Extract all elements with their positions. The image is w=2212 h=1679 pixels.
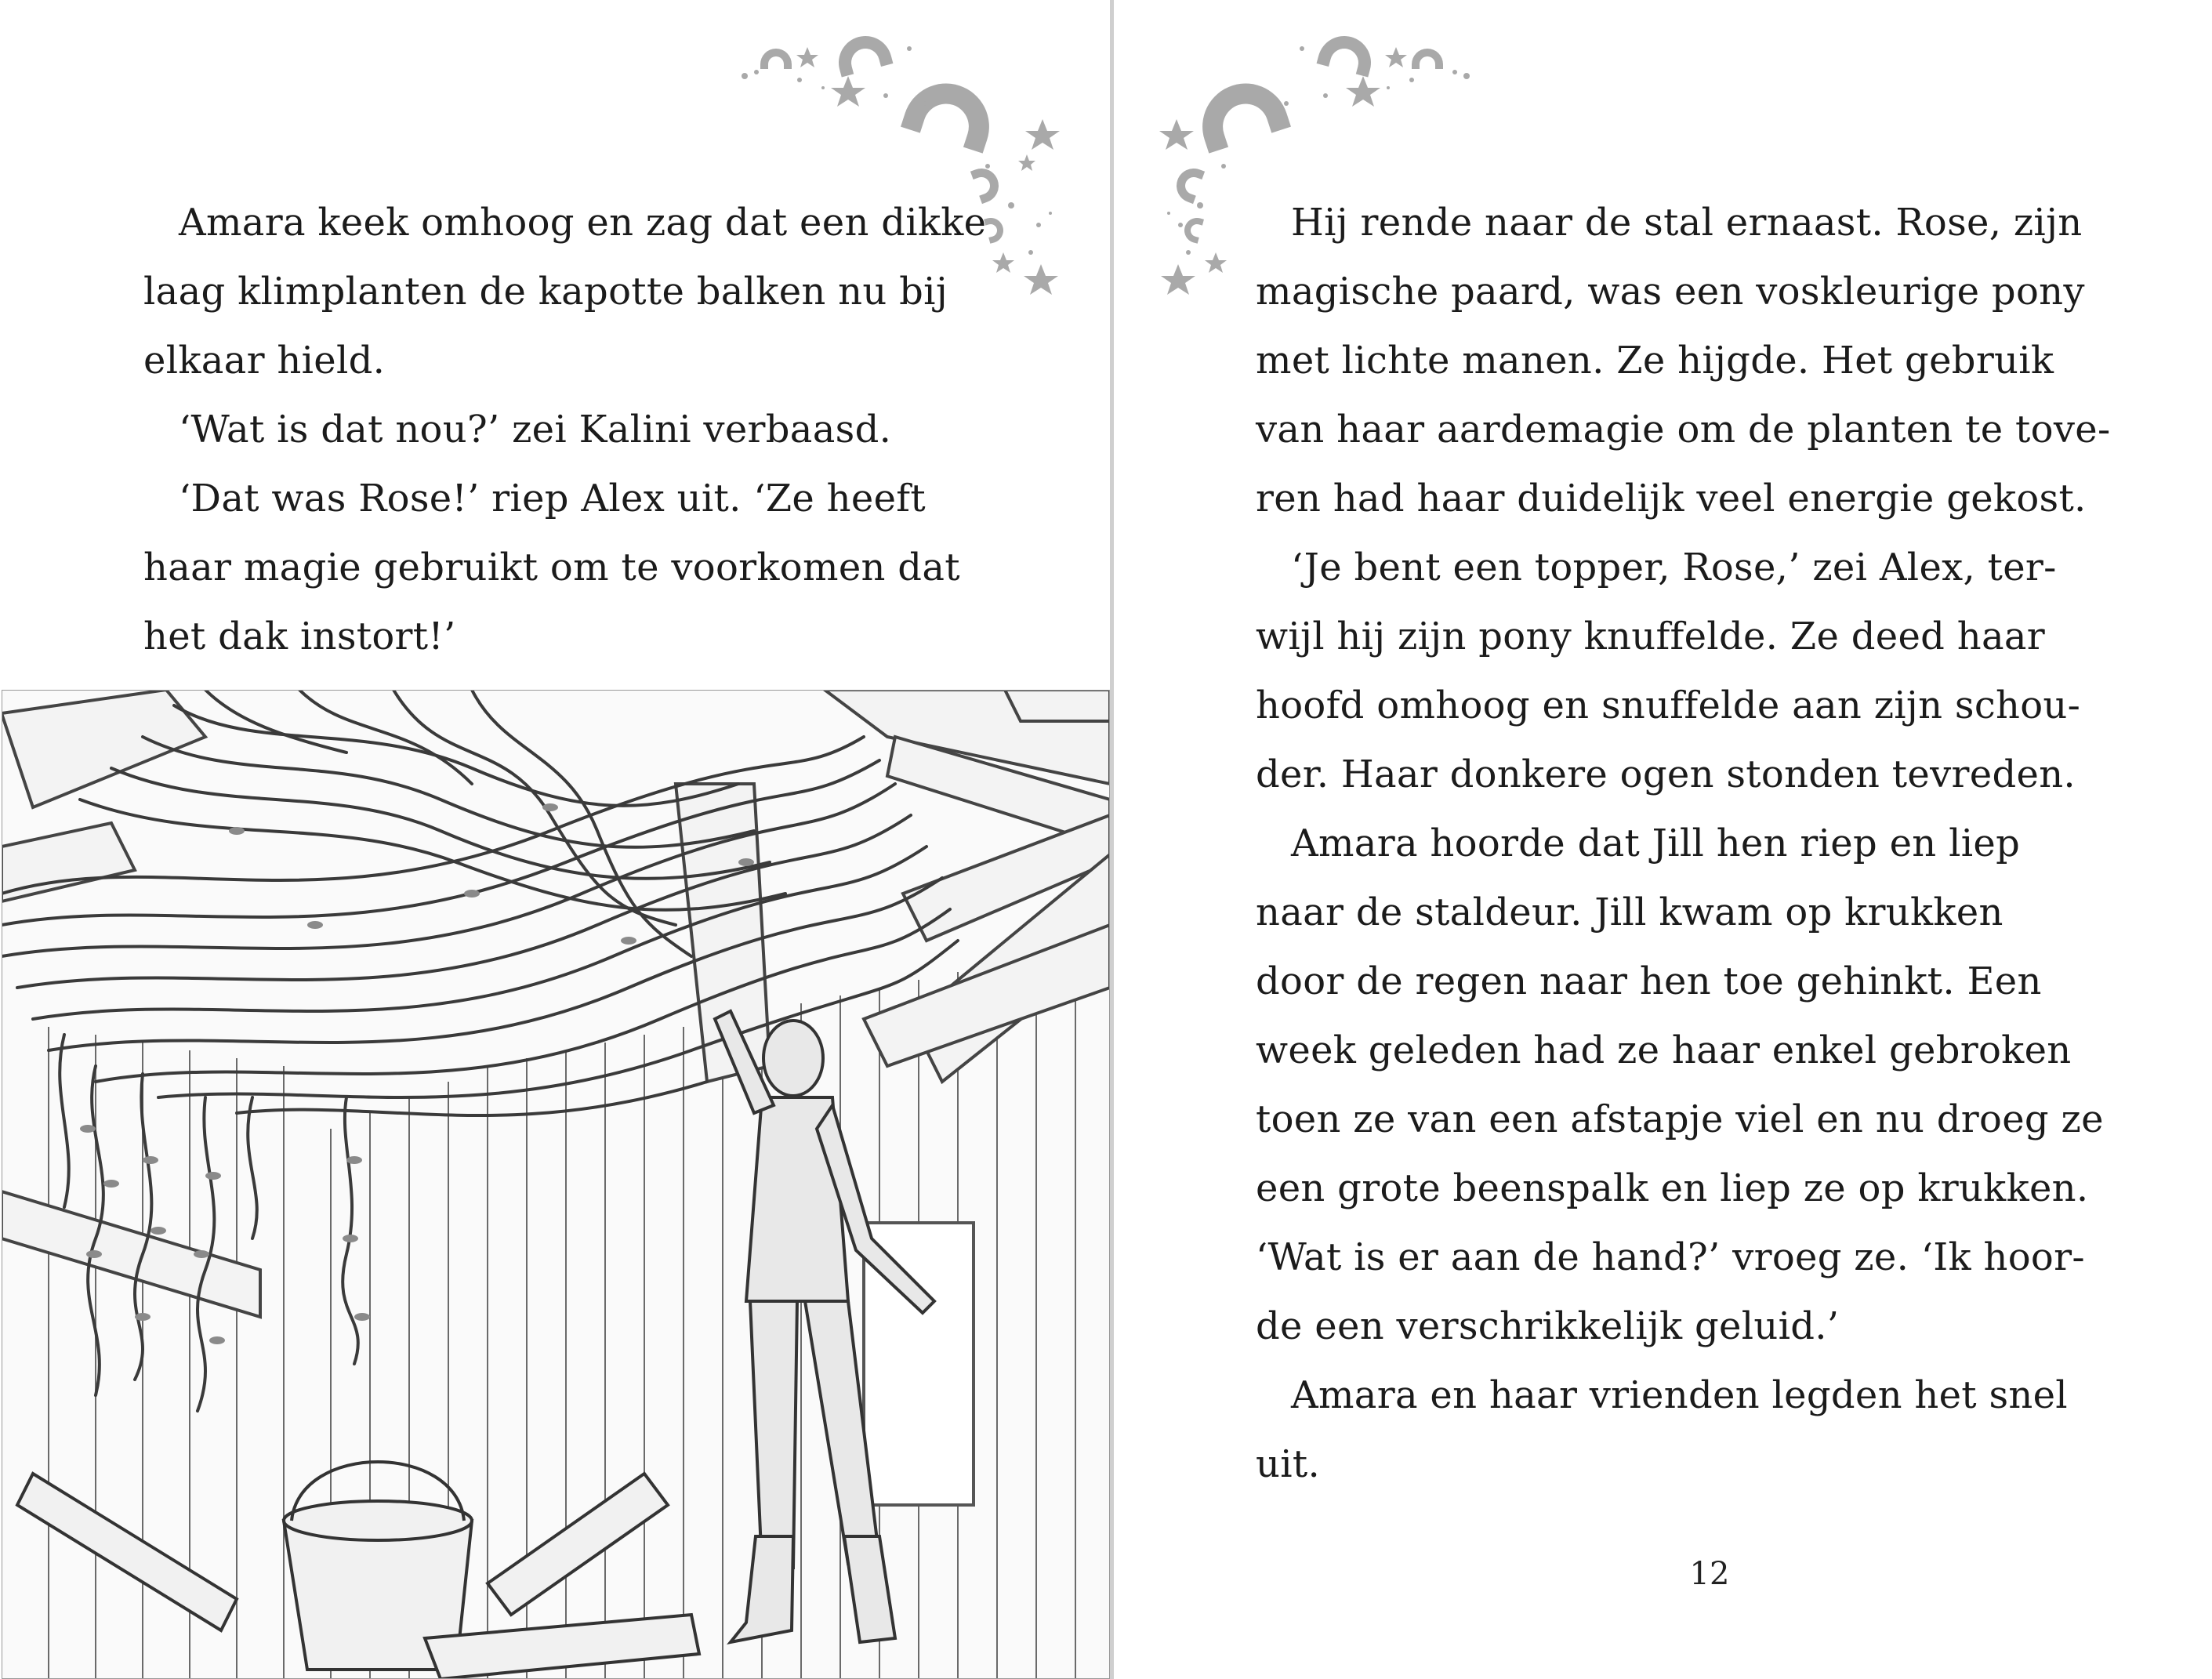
- page-number: 12: [1689, 1556, 1730, 1592]
- text-line: laag klimplanten de kapotte balken nu bij: [143, 270, 948, 314]
- text-line: ‘Dat was Rose!’ riep Alex uit. ‘Ze heeft: [179, 477, 926, 520]
- text-line: van haar aardemagie om de planten te tove-: [1256, 408, 2111, 451]
- text-line: ‘Wat is er aan de hand?’ vroeg ze. ‘Ik hoor-: [1256, 1235, 2085, 1279]
- text-line: toen ze van een afstapje viel en nu droeg ze: [1256, 1097, 2104, 1141]
- text-line: uit.: [1256, 1442, 1321, 1486]
- text-line: door de regen naar hen toe gehinkt. Een: [1256, 959, 2042, 1003]
- text-line: naar de staldeur. Jill kwam op krukken: [1256, 890, 2003, 934]
- text-line: Amara hoorde dat Jill hen riep en liep: [1291, 821, 2021, 865]
- text-line: Amara en haar vrienden legden het snel: [1291, 1373, 2068, 1417]
- text-line: de een verschrikkelijk geluid.’: [1256, 1304, 1840, 1348]
- right-page: [1114, 0, 2212, 1679]
- text-line: week geleden had ze haar enkel gebroken: [1256, 1028, 2072, 1072]
- text-line: magische paard, was een voskleurige pony: [1256, 270, 2085, 314]
- text-line: het dak instort!’: [143, 615, 456, 658]
- text-line: met lichte manen. Ze hijgde. Het gebruik: [1256, 339, 2054, 383]
- text-line: haar magie gebruikt om te voorkomen dat: [143, 546, 960, 589]
- text-line: Amara keek omhoog en zag dat een dikke: [179, 201, 987, 245]
- text-line: hoofd omhoog en snuffelde aan zijn schou-: [1256, 684, 2081, 727]
- text-line: Hij rende naar de stal ernaast. Rose, zijn: [1291, 201, 2083, 245]
- barn-vines-girl-illustration: [2, 690, 1110, 1679]
- text-line: der. Haar donkere ogen stonden tevreden.: [1256, 752, 2076, 796]
- text-line: ‘Wat is dat nou?’ zei Kalini verbaasd.: [179, 408, 892, 451]
- text-line: een grote beenspalk en liep ze op krukken.: [1256, 1166, 2089, 1210]
- text-line: elkaar hield.: [143, 339, 386, 383]
- text-line: ‘Je bent een topper, Rose,’ zei Alex, ter-: [1291, 546, 2057, 589]
- left-page-text: [143, 188, 986, 671]
- text-line: wijl hij zijn pony knuffelde. Ze deed haar: [1256, 615, 2046, 658]
- text-line: ren had haar duidelijk veel energie gekost.: [1256, 477, 2087, 520]
- right-page-text: [1256, 188, 2110, 1499]
